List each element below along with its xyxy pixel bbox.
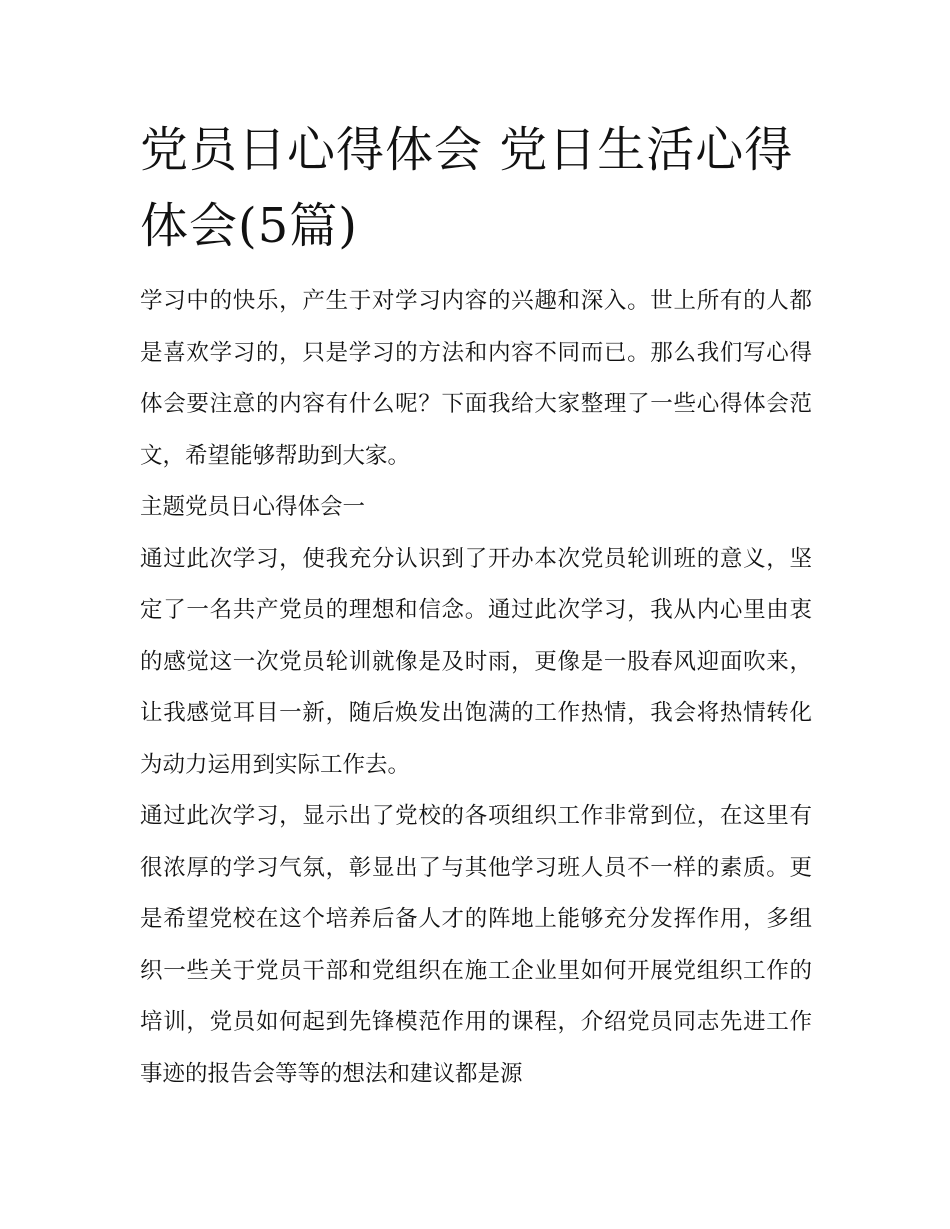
document-title: 党员日心得体会 党日生活心得体会(5篇) <box>140 122 794 254</box>
document-body <box>140 276 812 1100</box>
paragraph: 通过此次学习，显示出了党校的各项组织工作非常到位，在这里有很浓厚的学习气氛，彰显出了与其他学习班人员不一样的素质。更是希望党校在这个培养后备人才的阵地上能够充分发挥作用，多组织一些关于党员干部和党组织在施工企业里如何开展党组织工作的培训，党员如何起到先锋模范作用的课程，介绍党员同志先进工作事迹的报告会等等的想法和建议都是源 <box>140 803 812 1087</box>
paragraph-intro: 学习中的快乐，产生于对学习内容的兴趣和深入。世上所有的人都是喜欢学习的，只是学习的方法和内容不同而已。那么我们写心得体会要注意的内容有什么呢？下面我给大家整理了一些心得体会范文，希望能够帮助到大家。 <box>140 288 812 469</box>
section-heading: 主题党员日心得体会一 <box>140 494 366 520</box>
paragraph: 通过此次学习，使我充分认识到了开办本次党员轮训班的意义，坚定了一名共产党员的理想和信念。通过此次学习，我从内心里由衷的感觉这一次党员轮训就像是及时雨，更像是一股春风迎面吹来，让我感觉耳目一新，随后焕发出饱满的工作热情，我会将热情转化为动力运用到实际工作去。 <box>140 545 812 778</box>
document-content <box>140 112 812 1100</box>
